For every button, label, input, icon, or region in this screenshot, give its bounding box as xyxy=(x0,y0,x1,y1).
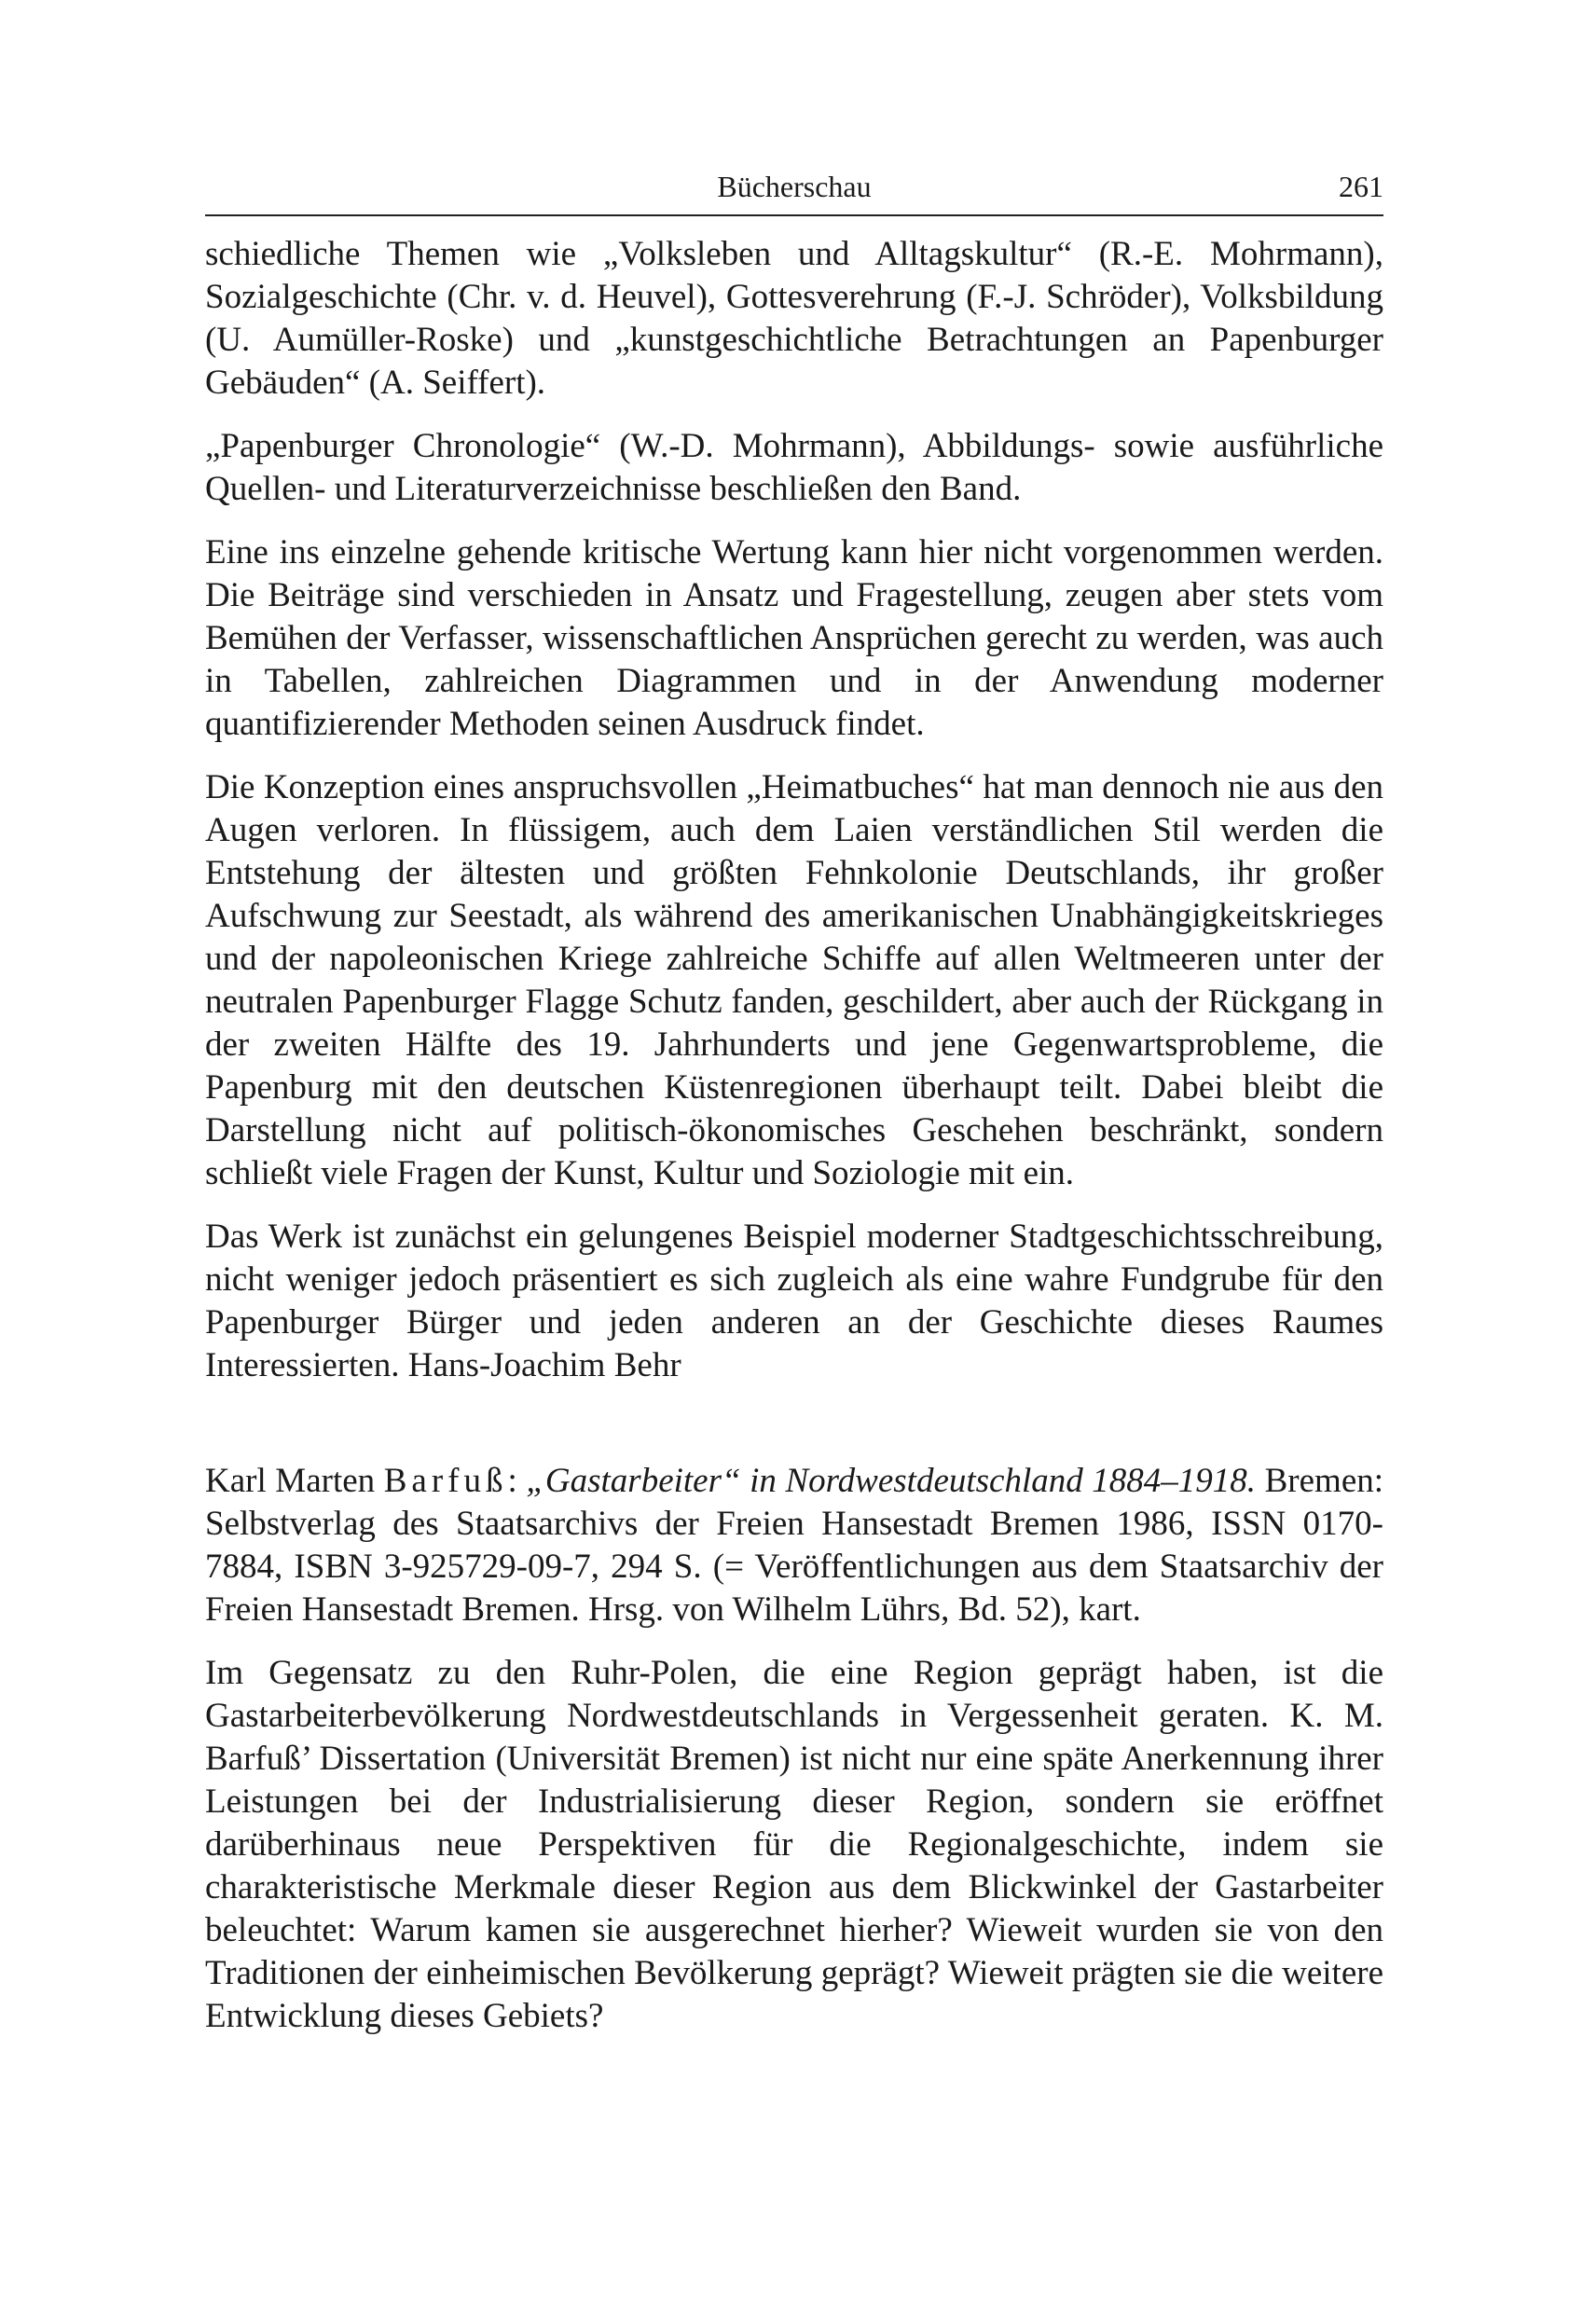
paragraph: „Papenburger Chronologie“ (W.-D. Mohrmann), Abbildungs- sowie ausführliche Quellen- und Literaturverzeichnisse beschließen den Band. xyxy=(205,427,1383,508)
document-page xyxy=(205,158,1383,2058)
paragraph: Im Gegensatz zu den Ruhr-Polen, die eine Region geprägt haben, ist die Gastarbeiterbevölkerung Nordwestdeutschlands in Vergessenheit geraten. K. M. Barfuß’ Dissertation (Universität Bremen) ist nicht nur eine späte Anerkennung ihrer Leistungen bei der Industrialisierung dieser Region, sondern sie eröffnet darüberhinaus neue Perspektiven für die Regionalgeschichte, indem sie charakteristische Merkmale dieser Region aus dem Blickwinkel der Gastarbeiter beleuchtet: Warum kamen sie ausgerechnet hierher? Wieweit wurden sie von den Traditionen der einheimischen Bevölkerung geprägt? Wieweit prägten sie die weitere Entwicklung dieses Gebiets? xyxy=(205,1654,1383,2035)
book-citation xyxy=(205,1460,1383,1631)
paragraph: schiedliche Themen wie „Volksleben und Alltagskultur“ (R.-E. Mohrmann), Sozialgeschichte (Chr. v. d. Heuvel), Gottesverehrung (F.-J. Schröder), Volksbildung (U. Aumüller-Roske) und „kunstgeschichtliche Betrachtungen an Papenburger Gebäuden“ (A. Seiffert). xyxy=(205,235,1383,402)
bibliographic-details: Bremen: Selbstverlag des Staatsarchivs der Freien Hansestadt Bremen 1986, ISSN 0170-7884, ISBN 3-925729-09-7, 294 S. (= Veröffentlichungen aus dem Staatsarchiv der Freien Hansestadt Bremen. Hrsg. von Wilhelm Lührs, Bd. 52), kart. xyxy=(205,1462,1384,1629)
paragraph: Eine ins einzelne gehende kritische Wertung kann hier nicht vorgenommen werden. Die Beiträge sind verschieden in Ansatz und Fragestellung, zeugen aber stets vom Bemühen der Verfasser, wissenschaftlichen Ansprüchen gerecht zu werden, was auch in Tabellen, zahlreichen Diagrammen und in der Anwendung moderner quantifizierender Methoden seinen Ausdruck findet. xyxy=(205,533,1383,743)
running-title: Bücherschau xyxy=(717,170,872,203)
book-title: „Gastarbeiter“ in Nordwestdeutschland 1884–1918. xyxy=(526,1462,1257,1500)
review-body-2 xyxy=(205,1652,1383,2038)
author-last-name: Barfuß xyxy=(383,1462,508,1500)
closing-paragraph xyxy=(205,1216,1383,1387)
page-number: 261 xyxy=(1339,170,1383,203)
paragraph-text: Das Werk ist zunächst ein gelungenes Beispiel moderner Stadtgeschichtsschreibung, nicht weniger jedoch präsentiert es sich zugleich als eine wahre Fundgrube für den Papenburger Bürger und jeden anderen an der Geschichte dieses Raumes Interessierten. xyxy=(205,1218,1383,1384)
review-body-1 xyxy=(205,233,1383,1387)
reviewer-signature: Hans-Joachim Behr xyxy=(407,1346,681,1384)
title-separator: : xyxy=(507,1462,517,1500)
author-first-name: Karl Marten xyxy=(205,1462,376,1500)
paragraph: Die Konzeption eines anspruchsvollen „Heimatbuches“ hat man dennoch nie aus den Augen verloren. In flüssigem, auch dem Laien verständlichen Stil werden die Entstehung der ältesten und größten Fehnkolonie Deutschlands, ihr großer Aufschwung zur Seestadt, als während des amerikanischen Unabhängigkeitskrieges und der napoleonischen Kriege zahlreiche Schiffe auf allen Weltmeeren unter der neutralen Papenburger Flagge Schutz fanden, geschildert, aber auch der Rückgang in der zweiten Hälfte des 19. Jahrhunderts und jene Gegenwartsprobleme, die Papenburg mit den deutschen Küstenregionen überhaupt teilt. Dabei bleibt die Darstellung nicht auf politisch-ökonomisches Geschehen beschränkt, sondern schließt viele Fragen der Kunst, Kultur und Soziologie mit ein. xyxy=(205,768,1383,1192)
running-head xyxy=(205,158,1383,216)
